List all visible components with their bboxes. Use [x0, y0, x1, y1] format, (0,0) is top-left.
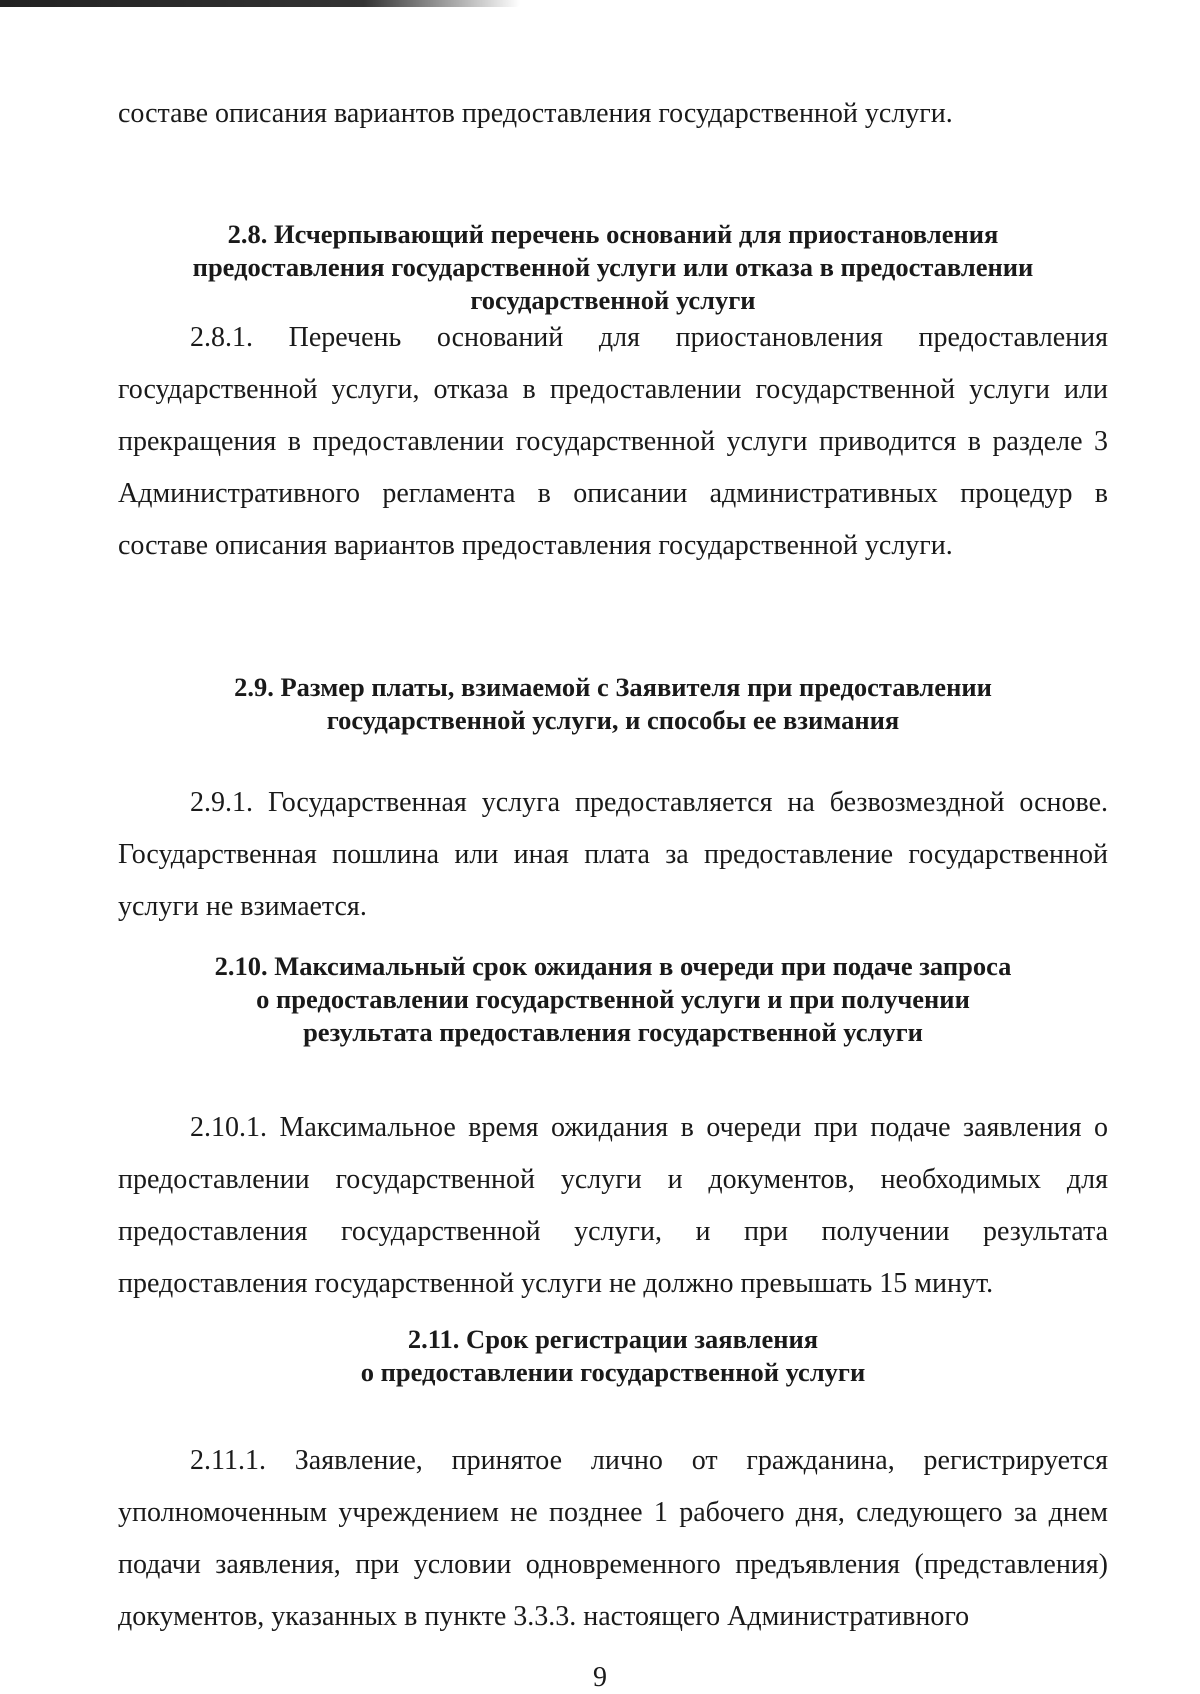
heading-line: о предоставлении государственной услуги и при получении [256, 984, 970, 1014]
page-number: 9 [593, 1662, 607, 1693]
section-2-11-heading [118, 1323, 1108, 1389]
heading-line: о предоставлении государственной услуги [360, 1357, 866, 1387]
heading-line: 2.8. Исчерпывающий перечень оснований для приостановления [227, 219, 999, 249]
section-2-8-heading [118, 218, 1108, 317]
paragraph-2-10-1: 2.10.1. Максимальное время ожидания в очереди при подаче заявления о предоставлении государственной услуги и документов, необходимых для предоставления государственной услуги, и при получении результата предоставления государственной услуги не должно превышать 15 минут. [118, 1112, 1108, 1299]
heading-line: 2.10. Максимальный срок ожидания в очереди при подаче запроса [214, 951, 1012, 981]
paragraph-2-11-1: 2.11.1. Заявление, принятое лично от гражданина, регистрируется уполномоченным учреждением не позднее 1 рабочего дня, следующего за днем подачи заявления, при условии одновременного предъявления (представления) документов, указанных в пункте 3.3.3. настоящего Административного [118, 1445, 1108, 1632]
section-2-10-heading [118, 950, 1108, 1049]
continuation-paragraph: составе описания вариантов предоставления государственной услуги. [118, 98, 953, 129]
heading-line: результата предоставления государственной услуги [303, 1017, 923, 1047]
heading-line: 2.9. Размер платы, взимаемой с Заявителя при предоставлении [234, 672, 992, 702]
paragraph-2-8-1: 2.8.1. Перечень оснований для приостановления предоставления государственной услуги, отказа в предоставлении государственной услуги или прекращения в предоставлении государственной услуги приводится в разделе 3 Административного регламента в описании административных процедур в составе описания вариантов предоставления государственной услуги. [118, 322, 1108, 561]
scan-edge-artifact [0, 0, 520, 7]
section-2-9-heading [118, 671, 1108, 737]
heading-line: предоставления государственной услуги или отказа в предоставлении [192, 252, 1034, 282]
heading-line: государственной услуги [470, 285, 756, 315]
heading-line: 2.11. Срок регистрации заявления [407, 1324, 819, 1354]
paragraph-2-9-1: 2.9.1. Государственная услуга предоставляется на безвозмездной основе. Государственная пошлина или иная плата за предоставление государственной услуги не взимается. [118, 787, 1108, 922]
heading-line: государственной услуги, и способы ее взимания [326, 705, 900, 735]
